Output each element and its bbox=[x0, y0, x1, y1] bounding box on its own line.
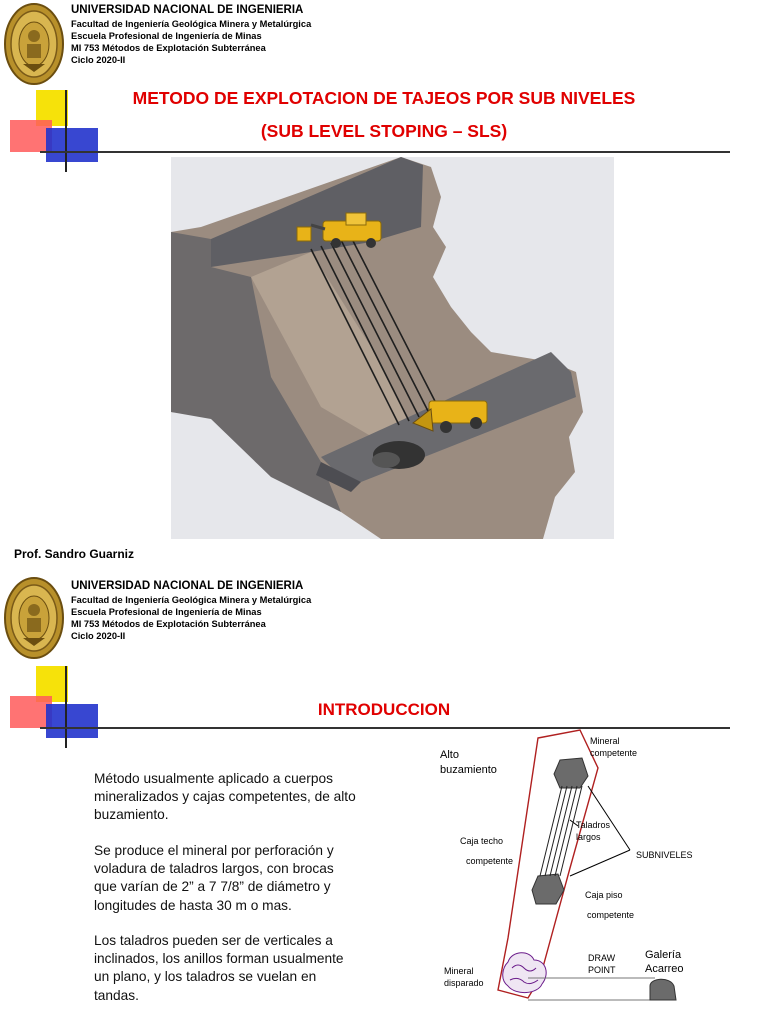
label-taladros: Taladros bbox=[576, 820, 611, 830]
text-line: tandas. bbox=[94, 987, 139, 1003]
sls-cross-section-diagram bbox=[420, 728, 710, 1024]
term-label: Ciclo 2020-II bbox=[71, 55, 126, 65]
school-name: Escuela Profesional de Ingeniería de Minas bbox=[71, 31, 262, 41]
term-label: Ciclo 2020-II bbox=[71, 631, 126, 641]
intro-paragraph-3 bbox=[94, 932, 366, 1005]
intro-paragraph-1 bbox=[94, 770, 366, 825]
school-name: Escuela Profesional de Ingeniería de Minas bbox=[71, 607, 262, 617]
text-line: inclinados, los anillos forman usualmente bbox=[94, 951, 344, 967]
course-name: MI 753 Métodos de Explotación Subterránea bbox=[71, 43, 266, 53]
slide-title-line-2: (SUB LEVEL STOPING – SLS) bbox=[260, 121, 508, 141]
university-seal-icon bbox=[3, 576, 65, 660]
university-name: UNIVERSIDAD NACIONAL DE INGENIERIA bbox=[71, 580, 304, 592]
text-line: voladura de taladros largos, con brocas bbox=[94, 861, 334, 877]
label-draw: DRAW bbox=[588, 953, 616, 963]
lower-sublevel bbox=[532, 874, 564, 904]
label-alto: Alto bbox=[440, 749, 459, 761]
label-mineral-top: Mineral bbox=[590, 736, 620, 746]
section-title: INTRODUCCION bbox=[317, 700, 451, 719]
intro-paragraph-2 bbox=[94, 842, 366, 915]
haulage-gallery bbox=[650, 979, 676, 1000]
label-caja-techo: Caja techo bbox=[460, 836, 504, 846]
blasted-ore-pile bbox=[503, 953, 546, 993]
faculty-name: Facultad de Ingeniería Geológica Minera y Metalúrgica bbox=[71, 19, 312, 29]
course-header bbox=[71, 580, 311, 642]
label-disparado: disparado bbox=[444, 978, 484, 988]
label-buzamiento: buzamiento bbox=[440, 764, 497, 776]
label-largos: largos bbox=[576, 832, 601, 842]
course-header bbox=[71, 4, 311, 66]
label-subniveles: SUBNIVELES bbox=[636, 850, 693, 860]
text-line: longitudes de hasta 30 m o mas. bbox=[94, 897, 292, 913]
university-name: UNIVERSIDAD NACIONAL DE INGENIERIA bbox=[71, 4, 304, 16]
faculty-name: Facultad de Ingeniería Geológica Minera y Metalúrgica bbox=[71, 595, 312, 605]
text-line: mineralizados y cajas competentes, de alto bbox=[94, 789, 356, 805]
label-point: POINT bbox=[588, 965, 616, 975]
university-seal-icon bbox=[3, 2, 65, 86]
label-galeria: Galería bbox=[645, 949, 682, 961]
course-name: MI 753 Métodos de Explotación Subterránea bbox=[71, 619, 266, 629]
upper-sublevel bbox=[554, 758, 588, 788]
text-line: buzamiento. bbox=[94, 807, 169, 823]
label-competente-techo: competente bbox=[466, 856, 514, 866]
label-competente-piso: competente bbox=[587, 910, 635, 920]
slide-title-line-1: METODO DE EXPLOTACION DE TAJEOS POR SUB NIVELES bbox=[132, 88, 636, 108]
label-mineral-bottom: Mineral bbox=[444, 966, 474, 976]
text-line: que varían de 2” a 7 7/8” de diámetro y bbox=[94, 879, 331, 895]
sublevel-stoping-illustration bbox=[171, 157, 614, 539]
text-line: Se produce el mineral por perforación y bbox=[94, 843, 334, 858]
text-line: un plano, y los taladros se vuelan en bbox=[94, 969, 317, 985]
label-competente-top: competente bbox=[590, 748, 638, 758]
label-acarreo: Acarreo bbox=[645, 963, 684, 975]
text-line: Método usualmente aplicado a cuerpos bbox=[94, 771, 333, 786]
long-holes bbox=[540, 786, 582, 876]
label-caja-piso: Caja piso bbox=[585, 890, 623, 900]
text-line: Los taladros pueden ser de verticales a bbox=[94, 933, 333, 948]
presenter-name: Prof. Sandro Guarniz bbox=[14, 547, 135, 561]
slide-2 bbox=[0, 570, 768, 1024]
